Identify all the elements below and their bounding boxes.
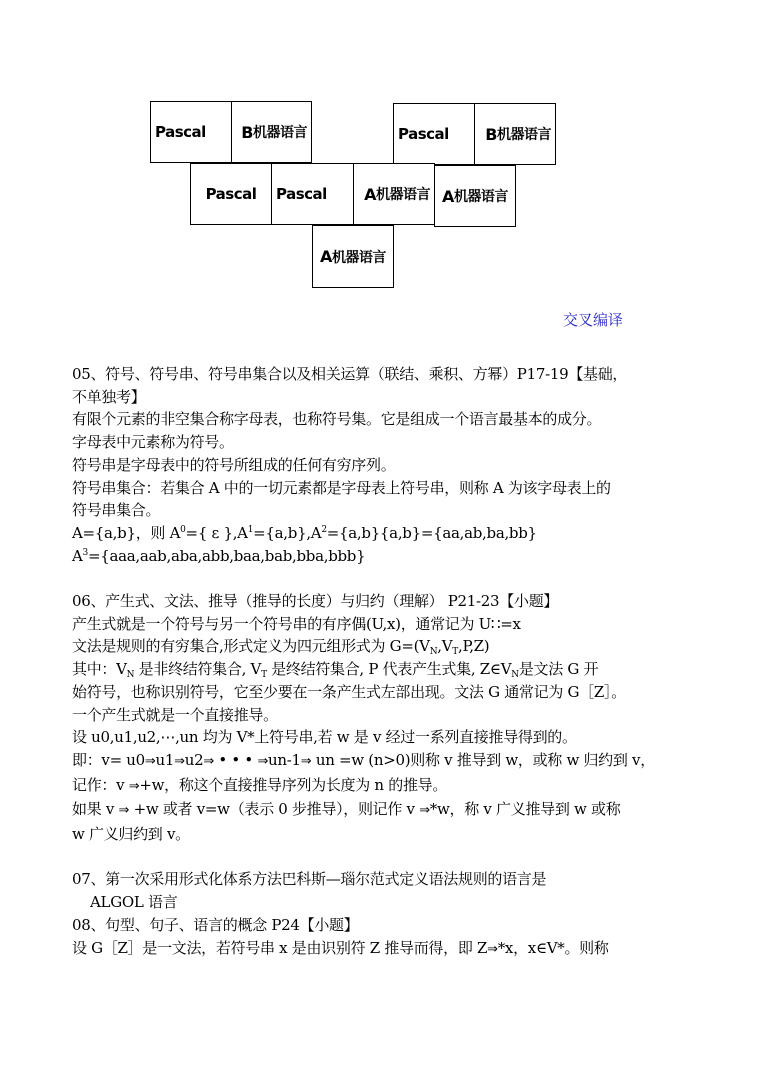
- t-box-pascal-2: [393, 103, 475, 165]
- box-prefix: A: [364, 184, 376, 204]
- paragraph: 产生式就是一个符号与另一个符号串的有序偶(U,x)，通常记为 U∷=x: [72, 614, 521, 633]
- t-box-b-machine-2: [474, 103, 556, 165]
- document-body: [72, 363, 708, 961]
- t-box-a-machine-2: [434, 165, 516, 227]
- paragraph: 记作：v ⇒+w，称这个直接推导序列为长度为 n 的推导。: [72, 775, 448, 794]
- derive-arrow-icon: ⇒: [174, 753, 185, 769]
- paragraph: 符号串集合。: [72, 501, 161, 520]
- spacer: [72, 846, 708, 869]
- paragraph: 字母表中元素称为符号。: [72, 433, 234, 452]
- box-prefix: A: [320, 247, 332, 266]
- box-label: Pascal: [205, 185, 257, 203]
- paragraph: w 广义归约到 v。: [72, 825, 190, 844]
- t-box-pascal-3: [190, 163, 272, 225]
- t-box-b-machine-1: [231, 101, 312, 163]
- derive-arrow-icon: ⇒: [300, 753, 312, 769]
- section06-heading: 06、产生式、文法、推导（推导的长度）与归约（理解） P21-23【小题】: [72, 592, 559, 611]
- paragraph: 符号串是字母表中的符号所组成的任何有穷序列。: [72, 455, 396, 474]
- derive-arrow-icon: ⇒: [487, 941, 498, 957]
- box-prefix: B: [241, 122, 253, 142]
- section07-heading: 07、第一次采用形式化体系方法巴科斯—瑙尔范式定义语法规则的语言是: [72, 870, 547, 889]
- diagram-caption: 交叉编译: [563, 311, 624, 329]
- t-box-a-machine-3: [312, 225, 394, 288]
- paragraph: 设 u0,u1,u2,⋯,un 均为 V*上符号串,若 w 是 v 经过一系列直接推导得到的。: [72, 728, 577, 747]
- paragraph: 文法是规则的有穷集合,形式定义为四元组形式为 $G=(V_N,V_T,P,Z)$: [72, 637, 490, 658]
- derive-arrow-icon: ⇒: [118, 803, 130, 819]
- section08-heading: 08、句型、句子、语言的概念 P24【小题】: [72, 915, 359, 934]
- derive-arrow-icon: ⇒: [419, 803, 430, 819]
- derive-arrow-icon: ⇒: [257, 753, 269, 769]
- derive-arrow-icon: ⇒: [203, 753, 214, 769]
- t-box-pascal-4: [271, 163, 354, 225]
- box-prefix: B: [485, 124, 497, 144]
- paragraph: 如果 v ⇒ +w 或者 v=w（表示 0 步推导），则记作 v ⇒*w，称 v 广义推导到 w 或称: [72, 800, 621, 819]
- box-label: 机器语言: [253, 125, 307, 141]
- t-box-a-machine-1: [353, 163, 435, 225]
- box-label: Pascal: [276, 185, 327, 203]
- spacer: [72, 567, 708, 590]
- box-label: Pascal: [155, 123, 206, 141]
- paragraph: 符号串集合：若集合 A 中的一切元素都是字母表上符号串，则称 A 为该字母表上的: [72, 478, 611, 497]
- equation: $A^3=\{aaa,aab,aba,abb,baa,bab,bba,bbb\}$: [72, 546, 366, 565]
- box-label: 机器语言: [376, 187, 430, 203]
- box-label: 机器语言: [453, 189, 508, 205]
- derive-arrow-icon: ⇒: [128, 778, 140, 794]
- box-label: 机器语言: [497, 127, 551, 143]
- section05-heading: 05、符号、符号串、符号串集合以及相关运算（联结、乘积、方幂）P17-19【基础，: [72, 365, 628, 383]
- section07-answer: ALGOL 语言: [90, 893, 178, 912]
- box-prefix: A: [442, 186, 454, 206]
- paragraph: 一个产生式就是一个直接推导。: [72, 705, 278, 724]
- section05-heading-cont: 不单独考】: [72, 387, 146, 406]
- paragraph: 即：v= u0⇒u1⇒u2⇒ • • • ⇒un-1⇒ un =w (n>0)则称 v 推导到 w，或称 w 归约到 v，: [72, 750, 655, 769]
- derive-arrow-icon: ⇒: [144, 753, 156, 769]
- box-label: 机器语言: [331, 249, 386, 266]
- paragraph: 其中：$V_N$ 是非终结符集合, $V_T$ 是终结符集合, P 代表产生式集, $Z\in V_N$是文法 G 开: [72, 660, 599, 681]
- equation: A={a,b}，则 $A^0=${ ε }$,A^1=\{a,b\},A^2=\{a,b\}\{a,b\}=\{aa,ab,ba,bb\}$: [72, 523, 537, 542]
- t-box-pascal-1: [150, 101, 232, 163]
- paragraph: 始符号，也称识别符号，它至少要在一条产生式左部出现。文法 G 通常记为 G［Z］。: [72, 682, 626, 701]
- paragraph: 设 G［Z］是一文法，若符号串 x 是由识别符 Z 推导而得，即 Z⇒*x，x∈V*。则称: [72, 938, 609, 957]
- paragraph: 有限个元素的非空集合称字母表，也称符号集。它是组成一个语言最基本的成分。: [72, 410, 602, 429]
- box-label: Pascal: [398, 125, 449, 143]
